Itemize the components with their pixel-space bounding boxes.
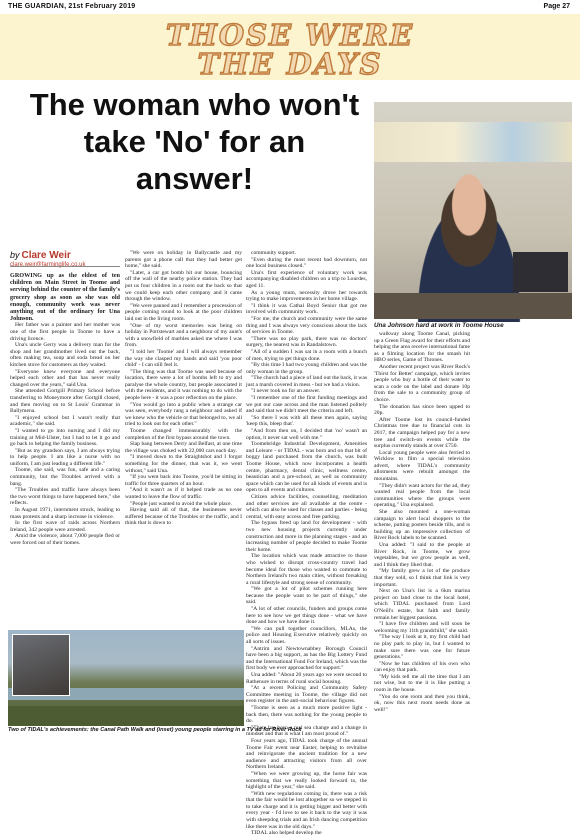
- article-paragraph: She attended Gortgill Primary School before transferring to Moneymore after Gortgill closed, and then moving on to St Louis' Grammar in Ballymena.: [10, 388, 120, 415]
- article-paragraph: Four years ago, TIDAL took charge of the annual Toome Fair event near Easter, helping to revitalise and reinvigorate the ancient tradition for a new audience and attracting visitors from all over Northern Ireland.: [246, 737, 367, 771]
- article-paragraph: "My family grew a lot of the produce that they sold, so I think that link is very important.: [374, 568, 470, 588]
- article-column-3: [246, 250, 367, 837]
- article-paragraph: "We can pull together councillors, MLAs, the police and Housing Executive relatively quickly on all sorts of issues.: [246, 625, 367, 646]
- article-paragraph: "But as my grandson says, I am always trying to help people. I am like a nurse with no uniform, I am just leading a different life.": [10, 447, 120, 467]
- article-paragraph: "We were on holiday in Ballycastle and my parents got a phone call that they had better get home," she said.: [125, 250, 242, 270]
- article-paragraph: Local young people were also ferried to Wicklow to film a special television advert, where TIDAL's community allotments were rebuilt amongst the mountains.: [374, 449, 470, 483]
- article-paragraph: Una added: "About 20 years ago we were second to Rathenure in terms of rural social housing.: [246, 672, 367, 685]
- article-paragraph: "There was no play park, there was no doctors' surgery, the nearest was in Randalstown.: [246, 335, 367, 349]
- page-number: Page 27: [543, 3, 570, 10]
- article-paragraph: Toome changed immeasurably with the completion of the first bypass around the town.: [125, 428, 242, 441]
- article-paragraph: Una added: "I said to the people at River Rock, in Toome, we grow vegetables, but we grow people as well, and I think they liked that.: [374, 542, 470, 568]
- article-paragraph: "Everyone knew everyone and everyone helped each other and that has never really changed over the years," said Una.: [10, 368, 120, 388]
- article-paragraph: community support.: [251, 250, 297, 256]
- article-paragraph: After Toome lost its council-funded Christmas tree due to financial cuts in 2017, the campaign helped pay for a new tree and switch-on events while the surplus currently stands at over £750.: [374, 416, 470, 450]
- article-paragraph: "We were panned and I remember a procession of people coming round to look at the poor children laid out in the living room.: [125, 302, 242, 322]
- byline-prefix: by: [10, 250, 20, 260]
- article-paragraph: "Toome is seen as a much more positive light - back then, there was nothing for the young people to do.: [246, 704, 367, 725]
- article-paragraph: "I told her 'Toome' and I will always remember the way she clasped my hands and said 'you poor child' - I can still feel it.: [125, 348, 242, 369]
- article-paragraph: "The thing was that Toome was used because of location, there were a lot of bombs left to try and paralyse the whole country, but people associated it with the residents, and it was nothing to do with the people here - it was a poor reflection on the place.: [125, 368, 242, 402]
- article-paragraph: "The Troubles and traffic have always been the two worst things to have happened here," she reflects.: [10, 487, 120, 507]
- article-paragraph: "Antrim and Newtownabbey Borough Council have been a big support, as has the Big Lottery Fund and the International Fund For Ireland, which was the first body we ever approached for support.": [246, 645, 367, 672]
- article-column-1: [10, 272, 120, 628]
- article-paragraph: "Even during the most recent bad downturn, not one local business closed.": [246, 256, 367, 270]
- article-paragraph: GROWING up as the eldest of ten children on Main Street in Toome and serving behind the counter of the family's grocery shop as soon as she was old enough, community work was never anything out of the ordinary for Una Johnson.: [10, 272, 120, 323]
- article-paragraph: "One of my worst memories was being on holiday in Portstewart and a neighbour of my aunt's with a snowfield of marbles asked me where I was from.: [125, 322, 242, 349]
- article-paragraph: "So there I was with all these men again, saying 'keep this, bleep that'.: [246, 414, 367, 428]
- una-johnson-photo: [374, 102, 572, 319]
- article-paragraph: Having said all of that, the businesses never suffered because of the Troubles or the traffic, and I think that is down to: [125, 507, 242, 527]
- canal-path-photo: [8, 630, 244, 726]
- article-paragraph: "With new regulations coming in, there was a risk that the fair would be lost altogether so we stepped in to take charge and it is getting bigger and better with every year - I'd love to see it back to the way it was with sheepdog trials and an Irish dancing competition like there was in the old days.": [246, 790, 367, 830]
- article-paragraph: "I enjoyed school but I wasn't really that academic," she said.: [10, 414, 120, 428]
- article-paragraph: "And it wasn't as if it helped trade as no one wanted to leave the flow of traffic.: [125, 487, 242, 500]
- article-paragraph: "There has been a real sea change and a change in mindset and that is what I am most proud of.": [246, 724, 367, 738]
- article-paragraph: "The way I look at it, my first child had no play park to play in, but I wanted to make sure there was one for future generations.": [374, 634, 470, 661]
- article-paragraph: "A lot of other councils, funders and groups come here to see how we get things done - what we have done and how we have done it.: [246, 606, 367, 626]
- article-paragraph: "I moved down to the Straightshot and I forgot something for the dinner, that was it, we went without," said Una.: [125, 454, 242, 474]
- article-paragraph: "If you went back into Toome, you'd be sitting in traffic for three quarters of an hour.: [125, 474, 242, 487]
- article-paragraph: "I have five children and will soon be welcoming my 11th grandchild," she said.: [374, 621, 470, 634]
- byline-divider: [10, 266, 120, 267]
- article-paragraph: walkway along Toome Canal, picking up a Green Flag award for their efforts and helping the area receive international fame as a filming location for the smash hit HBO series, Game of Thrones.: [374, 331, 470, 364]
- article-paragraph: "When we were growing up, the horse fair was something that we really looked forward to, the highlight of the year," she said.: [246, 770, 367, 791]
- banner-title-line2: THE DAYS: [197, 47, 383, 81]
- river-rock-ad-inset-photo: [12, 634, 70, 696]
- article-paragraph: "People just wanted to avoid the whole place.: [130, 500, 233, 507]
- article-paragraph: Her father was a painter and her mother was one of the first people in Toome to have a driving licence.: [10, 322, 120, 342]
- article-paragraph: "I think it was Cathal Boyd Senior that got me involved with community work.: [246, 302, 367, 316]
- article-paragraph: "My kids tell me all the time that I am not wise, but to me it is like putting a room in the house.: [374, 673, 470, 694]
- article-paragraph: Una's uncle Gerry was a delivery man for the shop and her grandmother lived out the back, often making tea, soup and soda bread on her kitchen stove for customers as they waited.: [10, 342, 120, 368]
- photo-caption: Una Johnson hard at work in Toome House: [374, 322, 504, 329]
- article-paragraph: Una's first experience of voluntary work was accompanying disabled children on a trip to Lourdes, aged 11.: [246, 269, 367, 289]
- article-paragraph: "You would go into a public when a strange car was seen, everybody rang a neighbour and asked if we knew who the vehicle or that belonged to, we all tried to look out for each other.": [125, 401, 242, 428]
- article-paragraph: Toome, she said, was fun, safe and a caring community, but the Troubles arrived with a bang.: [10, 467, 120, 487]
- author-email[interactable]: clare.weir@farminglife.co.uk: [10, 262, 86, 268]
- article-paragraph: As a young mum, necessity drove her towards trying to make improvements in her home village.: [246, 289, 367, 303]
- article-paragraph: TIDAL also helped develop the: [251, 830, 322, 837]
- bottom-photo-caption: Two of TIDAL's achievements: the Canal Path Walk and (inset) young people starring in a TV ad for River Rock: [8, 727, 302, 733]
- article-paragraph: In August 1971, internment struck, leading to mass protests and a sharp increase in violence.: [10, 507, 120, 520]
- article-column-4: [374, 331, 470, 731]
- section-banner: [0, 14, 580, 80]
- article-paragraph: The location which was made attractive to those who wished to disrupt cross-country travel had become ideal for those who wanted to commute to Northern Ireland's two main cities, without forsaking a rural lifestyle and strong sense of community.: [246, 553, 367, 586]
- article-paragraph: Slap bang between Derry and Belfast, at one time the village was choked with 22,000 cars each day.: [125, 441, 242, 454]
- article-paragraph: "They didn't want actors for the ad, they wanted real people from the local communities where the groups were operating," Una explained.: [374, 482, 470, 509]
- article-paragraph: "I remember one of the first funding meetings and we put our case across and the man listened politely and said that we didn't meet the criteria and left.: [246, 395, 367, 415]
- article-paragraph: Next on Una's list is a 6km marina project on land close to the local hotel, which TIDAL purchased from Lord O'Neill's estate, but faith and family remain her biggest passions.: [374, 588, 470, 621]
- article-paragraph: "At a recent Policing and Community Safety Committee meeting in Toome, the village did not even register in the anti-social behaviour figures.: [246, 685, 367, 705]
- article-paragraph: In the first wave of raids across Northern Ireland, 342 people were arrested.: [10, 520, 120, 533]
- article-paragraph: "I never took no for an answer.: [251, 388, 321, 395]
- article-paragraph: "And from then on, I decided that 'no' wasn't an option, it never sat well with me.": [246, 428, 367, 441]
- article-paragraph: The donation has since been upped to 20p.: [374, 403, 470, 417]
- article-paragraph: "I wanted to go into nursing and I did my training at Mid-Ulster, but I had to let it go and go back to helping the family business.: [10, 427, 120, 448]
- article-paragraph: "All of a sudden I was sat in a room with a bunch of men, trying to get things done.: [246, 348, 367, 362]
- article-paragraph: She also mounted a one-woman campaign to alert local shoppers to the scheme, putting posters beside tills, and is building up an impressive collection of River Rock labels to be scanned.: [374, 509, 470, 542]
- article-paragraph: "We got a lot of pilot schemes running here because the people want to be part of things," she said.: [246, 586, 367, 606]
- banner-title-line1: THOSE WERE: [165, 18, 415, 52]
- author-name: Clare Weir: [21, 250, 71, 261]
- headline: The woman who won't take 'No' for an answer!: [29, 87, 360, 196]
- article-paragraph: Amid the violence, about 7,000 people fled or were forced out of their homes.: [10, 533, 120, 547]
- newspaper-date: THE GUARDIAN, 21st February 2019: [8, 3, 136, 10]
- article-paragraph: Citizen advice facilities, counselling, meditation and other services are all available at the centre - which can also be used for classes and parties - being central, with easy access and free parking.: [246, 493, 367, 520]
- article-paragraph: The bypass freed up land for development - with two new housing projects currently under construction and more in the planning stages - and an increasing number of people decided to make Toome their home.: [246, 520, 367, 553]
- article-paragraph: "For me, the church and community were the same thing and I was always very conscious about the lack of services in Toome.: [246, 315, 367, 336]
- article-paragraph: "By this time I had two young children and was the only woman in the group.: [246, 362, 367, 375]
- article-paragraph: "You do one room and then you think, ok, now this next room needs done as well!": [374, 693, 470, 713]
- article-paragraph: Toomebridge Industrial Development, Amenities and Leisure - or TIDAL - was born and on that bit of boggy land purchased from the church, was built Toome House, which now incorporates a health centre, pharmacy, dental clinic, wellness centre, beautician and a pre-school, as well as community space which can be used for all kinds of events and is open to all events and cultures.: [246, 441, 367, 494]
- article-paragraph: Another recent project was River Rock's 'Thirst for Better' campaign, which invites people who buy a bottle of their water to scan a code on the label and donate 10p from the sale to a community group of choice.: [374, 363, 470, 403]
- article-column-2: [125, 250, 242, 628]
- article-paragraph: "Now he has children of his own who can enjoy that park.: [374, 660, 470, 674]
- article-paragraph: "The church had a piece of land out the back, it was just a marsh covered in mess - but we had a vision.: [246, 375, 367, 388]
- article-paragraph: "Later, a car got bomb hit our house, bouncing off the wall of the nearby police station. They had put us four children in a room out the back so that we could keep each other company and it came through the window.: [125, 269, 242, 303]
